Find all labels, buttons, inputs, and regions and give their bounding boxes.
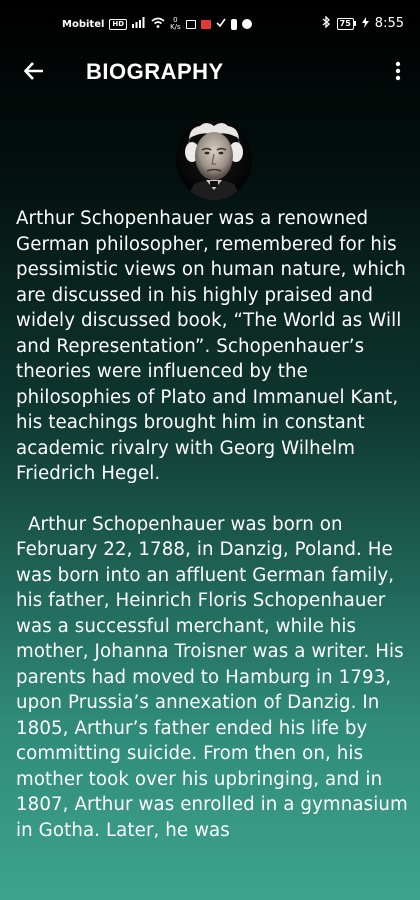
portrait-image (176, 118, 252, 200)
net-speed (170, 17, 181, 31)
biography-paragraph-2: Arthur Schopenhauer was born on February 22, 1788, in Danzig, Poland. He was born into an affluent German family, his father, Heinrich Floris Schopenhauer was a successful merchant, while his mother, Johanna Troisner was a writer. His parents had moved to Hamburg in 1793, upon Prussia’s annexation of Danzig. In 1805, Arthur’s father ended his life by committing suicide. From then on, his mother took over his upbringing, and in 1807, Arthur was enrolled in a gymnasium in Gotha. Later, he was (16, 513, 408, 841)
mail-icon (186, 20, 196, 29)
battery-tip (354, 21, 356, 26)
check-icon (216, 18, 226, 31)
status-bar (0, 0, 420, 50)
vibrate-icon (231, 19, 237, 30)
more-options-button[interactable] (386, 58, 410, 88)
page-title: BIOGRAPHY (86, 59, 224, 84)
charging-icon (362, 17, 369, 31)
messenger-icon (242, 19, 252, 29)
status-left-group (62, 17, 252, 31)
back-button[interactable] (18, 58, 50, 88)
bluetooth-icon (322, 16, 331, 31)
wifi-icon (151, 17, 165, 31)
clock: 8:55 (374, 16, 404, 31)
biography-text (16, 206, 412, 843)
net-speed-value: 0 (173, 16, 178, 24)
arrow-left-icon (23, 61, 45, 85)
battery-level: 75 (337, 18, 354, 30)
status-right-group (322, 16, 404, 31)
net-speed-unit: K/s (170, 23, 181, 31)
app-bar (0, 50, 420, 96)
biography-paragraph-1: Arthur Schopenhauer was a renowned German philosopher, remembered for his pessimistic views on human nature, which are discussed in his highly praised and widely discussed book, “The World as Will and Representation”. Schopenhauer’s theories were influenced by the philosophies of Plato and Immanuel Kant, his teachings brought him in constant academic rivalry with Georg Wilhelm Friedrich Hegel. (16, 208, 406, 484)
more-vertical-icon (395, 61, 401, 85)
hd-badge: HD (109, 19, 127, 30)
app-notification-icon (201, 20, 211, 29)
carrier-label: Mobitel (62, 18, 105, 30)
battery-indicator (337, 18, 356, 30)
signal-icon (132, 17, 146, 31)
